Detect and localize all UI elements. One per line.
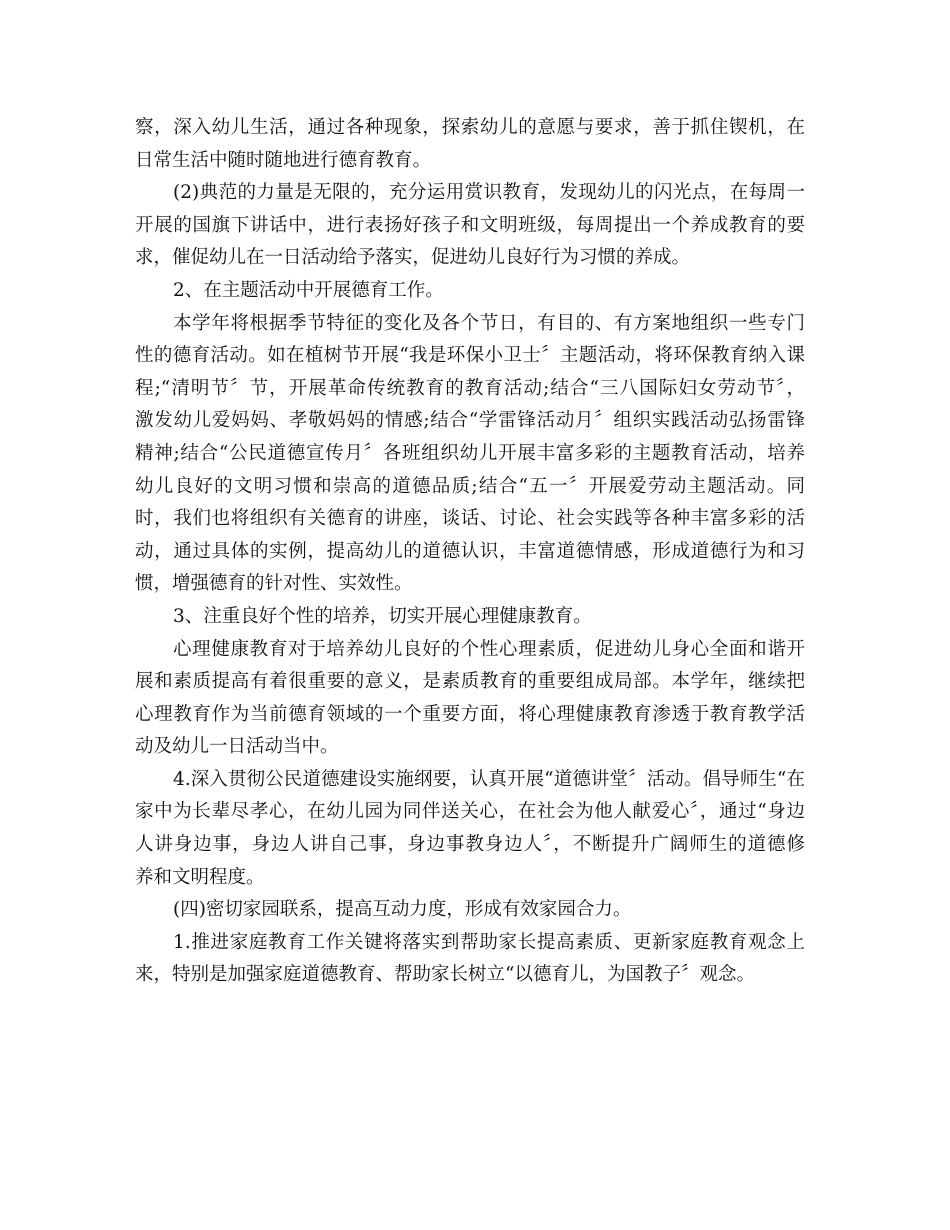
text-line: 幼儿良好的文明习惯和崇高的道德品质;结合“五一〞开展爱劳动主题活动。同 xyxy=(135,475,805,497)
text-line: 惯，增强德育的针对性、实效性。 xyxy=(135,573,413,595)
text-line: 4.深入贯彻公民道德建设实施纲要，认真开展“道德讲堂〞活动。倡导师生“在 xyxy=(173,768,805,790)
paragraph xyxy=(135,927,805,992)
text-line: 程;“清明节〞节，开展革命传统教育的教育活动;结合“三八国际妇女劳动节〞， xyxy=(135,377,805,399)
text-line: 激发幼儿爱妈妈、孝敬妈妈的情感;结合“学雷锋活动月〞组织实践活动弘扬雷锋 xyxy=(135,410,805,432)
text-line: 日常生活中随时随地进行德育教育。 xyxy=(135,149,432,171)
text-line: 心理健康教育对于培养幼儿良好的个性心理素质，促进幼儿身心全面和谐开 xyxy=(173,638,805,660)
text-line: 养和文明程度。 xyxy=(135,866,265,888)
document-page xyxy=(135,112,805,992)
paragraph xyxy=(135,764,805,894)
section-heading xyxy=(135,601,805,634)
section-heading xyxy=(135,275,805,308)
text-line: 本学年将根据季节特征的变化及各个节日，有目的、有方案地组织一些专门 xyxy=(173,312,805,334)
paragraph xyxy=(135,308,805,601)
paragraph xyxy=(135,112,805,177)
text-line: 展和素质提高有着很重要的意义，是素质教育的重要组成局部。本学年，继续把 xyxy=(135,671,805,693)
paragraph xyxy=(135,177,805,275)
text-line: 人讲身边事，身边人讲自己事，身边事教身边人〞，不断提升广阔师生的道德修 xyxy=(135,834,805,856)
text-line: (四)密切家园联系，提高互动力度，形成有效家园合力。 xyxy=(173,899,632,921)
text-line: 性的德育活动。如在植树节开展“我是环保小卫士〞主题活动，将环保教育纳入课 xyxy=(135,345,805,367)
text-line: 来，特别是加强家庭道德教育、帮助家长树立“以德育儿，为国教子〞观念。 xyxy=(135,964,755,986)
text-line: 动及幼儿一日活动当中。 xyxy=(135,736,339,758)
text-line: (2)典范的力量是无限的，充分运用赏识教育，发现幼儿的闪光点，在每周一 xyxy=(173,182,805,204)
section-heading xyxy=(135,894,805,927)
text-line: 察，深入幼儿生活，通过各种现象，探索幼儿的意愿与要求，善于抓住锲机，在 xyxy=(135,117,805,138)
text-line: 开展的国旗下讲话中，进行表扬好孩子和文明班级，每周提出一个养成教育的要 xyxy=(135,214,805,236)
text-line: 精神;结合“公民道德宣传月〞各班组织幼儿开展丰富多彩的主题教育活动，培养 xyxy=(135,442,805,464)
text-line: 心理教育作为当前德育领域的一个重要方面，将心理健康教育渗透于教育教学活 xyxy=(135,703,805,725)
text-line: 求，催促幼儿在一日活动给予落实，促进幼儿良好行为习惯的养成。 xyxy=(135,247,691,269)
paragraph xyxy=(135,634,805,764)
text-line: 动，通过具体的实例，提高幼儿的道德认识，丰富道德情感，形成道德行为和习 xyxy=(135,540,805,562)
text-line: 时，我们也将组织有关德育的讲座，谈话、讨论、社会实践等各种丰富多彩的活 xyxy=(135,508,805,530)
text-line: 3、注重良好个性的培养，切实开展心理健康教育。 xyxy=(173,605,592,627)
text-line: 2、在主题活动中开展德育工作。 xyxy=(173,279,444,301)
text-line: 家中为长辈尽孝心，在幼儿园为同伴送关心，在社会为他人献爱心〞，通过“身边 xyxy=(135,801,805,823)
text-line: 1.推进家庭教育工作关键将落实到帮助家长提高素质、更新家庭教育观念上 xyxy=(173,931,805,953)
